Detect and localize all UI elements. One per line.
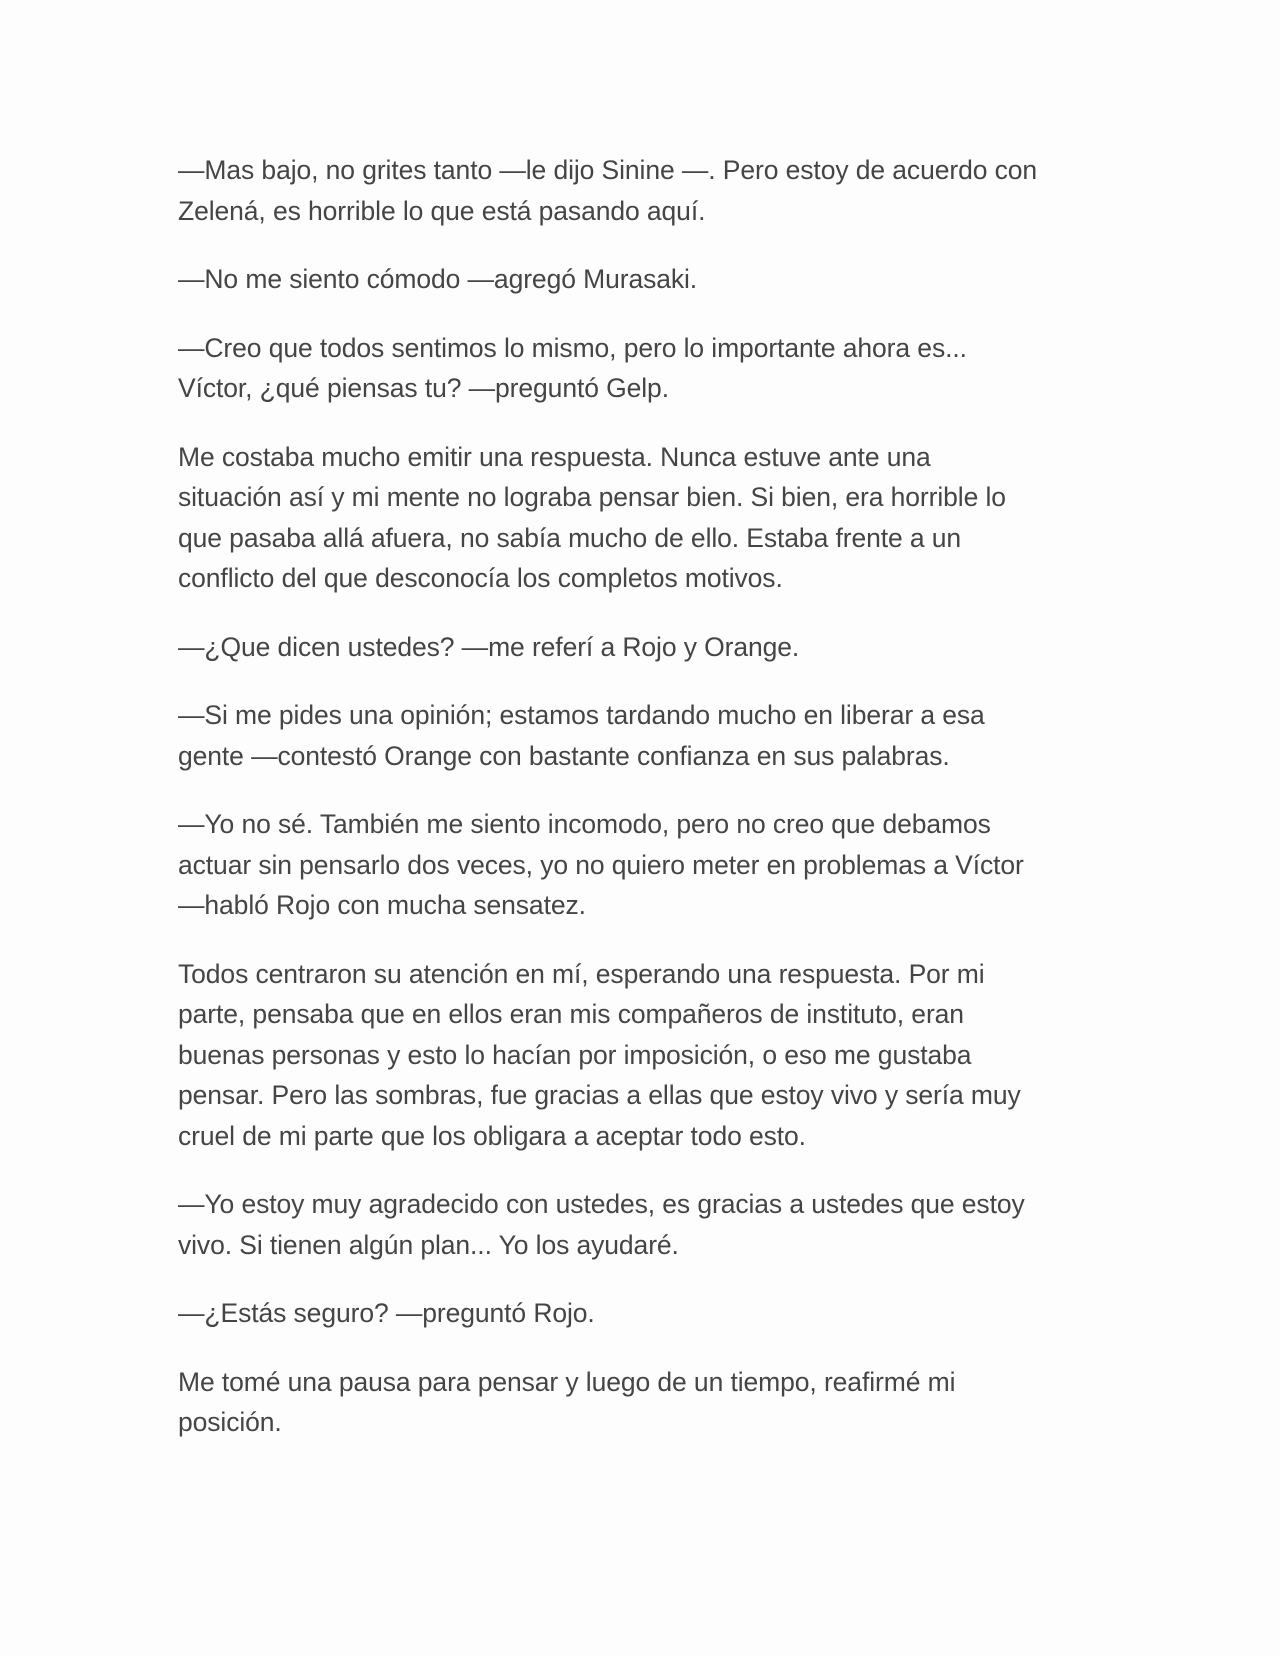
paragraph: [178, 627, 1118, 668]
text-line: pensar. Pero las sombras, fue gracias a ellas que estoy vivo y sería muy: [178, 1080, 1021, 1110]
text-line: que pasaba allá afuera, no sabía mucho de ello. Estaba frente a un: [178, 522, 962, 553]
text-line: —No me siento cómodo —agregó Murasaki.: [178, 264, 698, 294]
text-line: —Yo estoy muy agradecido con ustedes, es gracias a ustedes que estoy: [178, 1189, 1025, 1219]
paragraph: [178, 1362, 1118, 1443]
paragraph: [178, 259, 1118, 300]
paragraph: [178, 954, 1118, 1157]
text-line: —Creo que todos sentimos lo mismo, pero lo importante ahora es...: [178, 332, 967, 363]
text-line: buenas personas y esto lo hacían por imposición, o eso me gustaba: [178, 1039, 972, 1070]
paragraph: [178, 437, 1118, 599]
text-line: —¿Que dicen ustedes? —me referí a Rojo y Orange.: [178, 631, 800, 662]
paragraph: [178, 1184, 1118, 1265]
text-line: situación así y mi mente no lograba pensar bien. Si bien, era horrible lo: [178, 482, 1006, 512]
text-line: —Mas bajo, no grites tanto —le dijo Sinine —. Pero estoy de acuerdo con: [178, 155, 1038, 185]
text-line: Todos centraron su atención en mí, esperando una respuesta. Por mi: [178, 958, 985, 989]
text-line: cruel de mi parte que los obligara a aceptar todo esto.: [178, 1120, 806, 1151]
text-line: Me costaba mucho emitir una respuesta. Nunca estuve ante una: [178, 441, 931, 472]
paragraph: [178, 328, 1118, 409]
document-body: [178, 150, 1118, 1471]
text-line: —¿Estás seguro? —preguntó Rojo.: [178, 1298, 595, 1328]
text-line: posición.: [178, 1407, 282, 1437]
paragraph: [178, 804, 1118, 926]
text-line: Me tomé una pausa para pensar y luego de un tiempo, reafirmé mi: [178, 1366, 956, 1397]
text-line: gente —contestó Orange con bastante confianza en sus palabras.: [178, 740, 950, 771]
paragraph: [178, 1293, 1118, 1334]
text-line: Zelená, es horrible lo que está pasando aquí.: [178, 195, 706, 226]
paragraph: [178, 150, 1118, 231]
text-line: —Si me pides una opinión; estamos tardando mucho en liberar a esa: [178, 700, 985, 730]
text-line: —habló Rojo con mucha sensatez.: [178, 890, 586, 920]
paragraph: [178, 695, 1118, 776]
text-line: parte, pensaba que en ellos eran mis compañeros de instituto, eran: [178, 999, 964, 1029]
text-line: vivo. Si tienen algún plan... Yo los ayudaré.: [178, 1229, 679, 1260]
text-line: Víctor, ¿qué piensas tu? —preguntó Gelp.: [178, 373, 669, 403]
text-line: actuar sin pensarlo dos veces, yo no quiero meter en problemas a Víctor: [178, 849, 1024, 880]
text-line: conflicto del que desconocía los completos motivos.: [178, 563, 783, 593]
text-line: —Yo no sé. También me siento incomodo, pero no creo que debamos: [178, 809, 991, 839]
